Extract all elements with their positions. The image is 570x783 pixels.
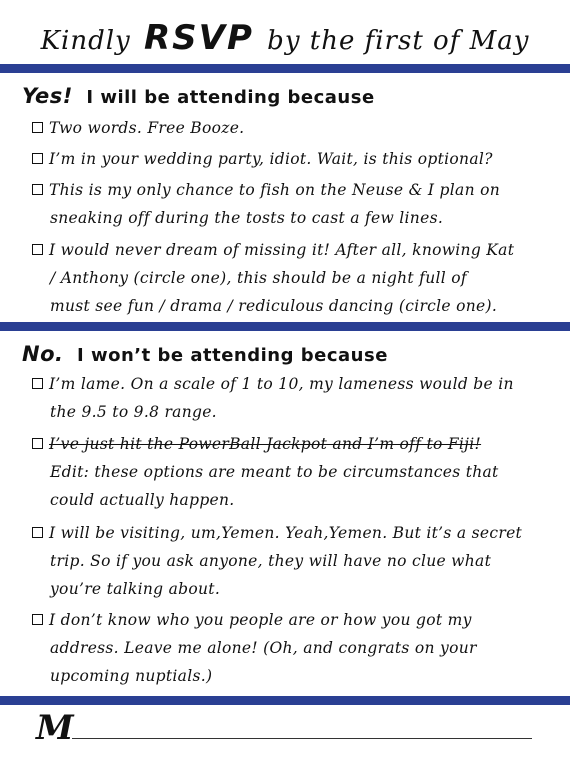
yes-option-2[interactable] [32,145,557,173]
checkbox[interactable] [32,378,43,389]
checkbox[interactable] [32,184,43,195]
no-option-3[interactable] [32,519,557,603]
header-rsvp: RSVP [144,18,254,58]
checkbox[interactable] [32,153,43,164]
option-text: I would never dream of missing it! After all, knowing Kat [49,241,515,259]
option-text: Two words. Free Booze. [49,119,245,137]
edit-note: Edit: these options are meant to be circumstances that [50,463,499,481]
option-text: address. Leave me alone! (Oh, and congrats on your [50,639,477,657]
yes-option-4[interactable] [32,236,557,320]
yes-option-1[interactable] [32,114,557,142]
yes-section-title [22,84,375,108]
no-section-title [22,342,388,366]
option-text: I’m in your wedding party, idiot. Wait, is this optional? [49,150,493,168]
option-text: trip. So if you ask anyone, they will have no clue what [50,552,492,570]
divider-bottom [0,696,570,705]
option-text: you’re talking about. [50,580,221,598]
checkbox[interactable] [32,438,43,449]
no-option-4[interactable] [32,606,557,690]
divider-top [0,64,570,73]
option-text: the 9.5 to 9.8 range. [50,403,217,421]
header-kindly: Kindly [40,26,131,56]
option-text: I’m lame. On a scale of 1 to 10, my lameness would be in [49,375,514,393]
option-text: / Anthony (circle one), this should be a night full of [50,269,467,287]
option-text: This is my only chance to fish on the Neuse & I plan on [49,181,500,199]
yes-lead: Yes! [22,84,73,108]
checkbox[interactable] [32,122,43,133]
rsvp-header [0,18,570,58]
no-option-1[interactable] [32,370,557,426]
checkbox[interactable] [32,244,43,255]
signature-line[interactable] [72,738,532,739]
struck-option-text: I’ve just hit the PowerBall Jackpot and I’m off to Fiji! [49,435,482,453]
checkbox[interactable] [32,614,43,625]
yes-title: I will be attending because [86,87,375,108]
option-text: I will be visiting, um,Yemen. Yeah,Yemen. But it’s a secret [49,524,523,542]
yes-option-3[interactable] [32,176,557,232]
option-text: sneaking off during the tosts to cast a few lines. [50,209,444,227]
edit-note: could actually happen. [50,491,235,509]
header-deadline: by the first of May [267,26,530,56]
no-title: I won’t be attending because [77,345,388,366]
checkbox[interactable] [32,527,43,538]
divider-middle [0,322,570,331]
option-text: must see fun / drama / rediculous dancing (circle one). [50,297,498,315]
no-option-2[interactable] [32,430,557,514]
no-lead: No. [22,342,64,366]
option-text: upcoming nuptials.) [50,667,213,685]
signature-label: M [36,708,74,748]
option-text: I don’t know who you people are or how you got my [49,611,472,629]
